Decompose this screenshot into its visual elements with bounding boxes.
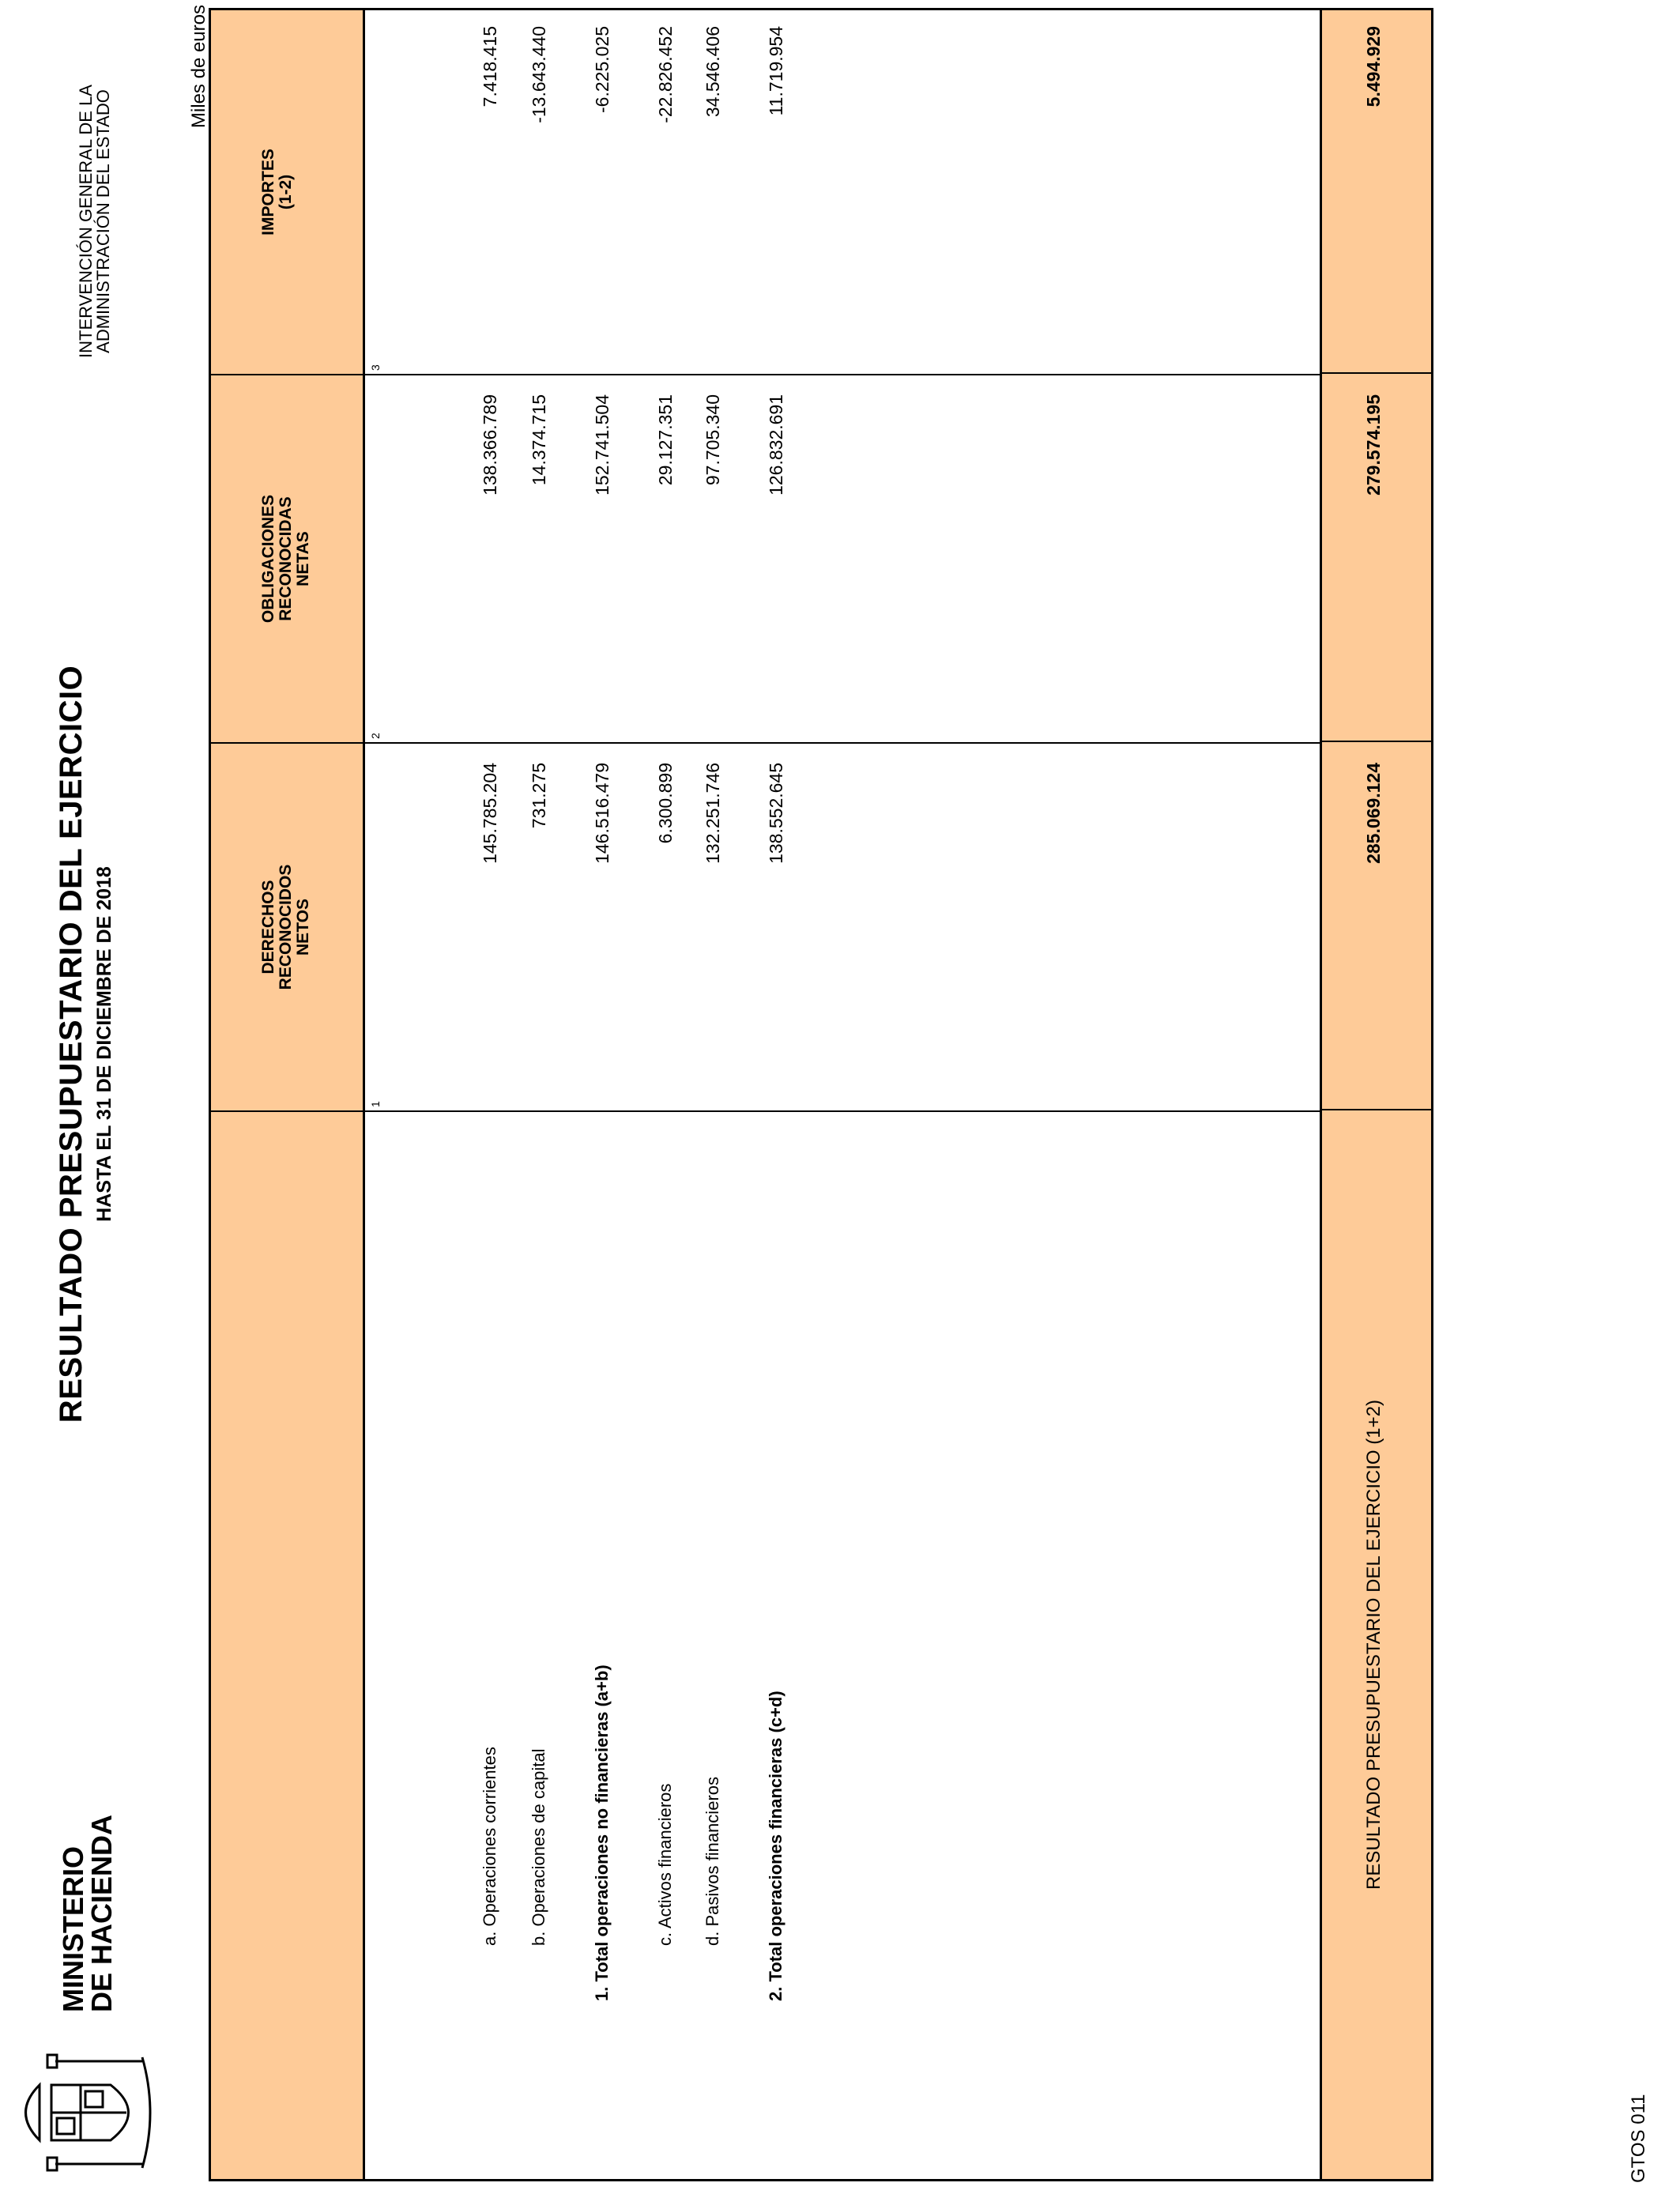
total-label: RESULTADO PRESUPUESTARIO DEL EJERCICIO (1+2) [1363,1400,1384,1890]
row-importes: 34.546.406 [703,26,723,118]
row-importes: 11.719.954 [766,26,786,116]
column-derechos [363,742,1322,1110]
ministry-name [59,1688,116,2194]
row-obligaciones: 126.832.691 [766,394,786,496]
header-cell-importes [211,10,363,374]
header-importes-line1: IMPORTES [259,149,277,236]
row-label: c. Activos financieros [655,1783,675,1946]
footer-divider [1322,741,1431,742]
column-number-3: 3 [369,364,382,371]
org-line1: INTERVENCIÓN GENERAL DE LA [76,85,96,358]
ministry-line2: DE HACIENDA [85,1814,118,2012]
row-obligaciones: 138.366.789 [480,394,500,496]
row-importes: 7.418.415 [480,26,500,107]
header-obligaciones-line2: RECONOCIDAS [277,496,295,621]
organization-name [77,32,112,411]
row-derechos: 138.552.645 [766,763,786,864]
org-line2: ADMINISTRACIÓN DEL ESTADO [93,89,113,353]
header-obligaciones-line3: NETAS [294,531,312,586]
header-importes-line2: (1-2) [277,174,295,210]
total-derechos: 285.069.124 [1363,763,1384,864]
header-derechos-line3: NETOS [294,899,312,956]
header-derechos-line1: DERECHOS [259,880,277,974]
column-number-2: 2 [369,733,382,739]
column-obligaciones [363,374,1322,742]
row-label: b. Operaciones de capital [529,1748,548,1946]
row-obligaciones: 97.705.340 [703,394,723,486]
header-derechos-line2: RECONOCIDOS [277,864,295,990]
ministry-line1: MINISTERIO [57,1845,89,2012]
row-obligaciones: 29.127.351 [655,394,676,486]
row-obligaciones: 152.741.504 [592,394,612,496]
header-cell-obligaciones [211,374,363,742]
header-obligaciones-line1: OBLIGACIONES [259,494,277,624]
page-title: RESULTADO PRESUPUESTARIO DEL EJERCICIO [54,665,89,1423]
row-derechos: 6.300.899 [655,763,676,844]
total-row [1320,10,1431,2179]
row-label: a. Operaciones corrientes [480,1747,499,1946]
row-importes: -6.225.025 [592,26,612,113]
row-label: 1. Total operaciones no financieras (a+b) [592,1664,612,2001]
units-label: Miles de euros [188,5,209,129]
row-derechos: 146.516.479 [592,763,612,864]
total-obligaciones: 279.574.195 [1363,394,1384,496]
column-number-1: 1 [369,1101,382,1107]
row-derechos: 145.785.204 [480,763,500,864]
header-cell-concept [211,1110,363,2179]
row-derechos: 132.251.746 [703,763,723,864]
row-label: 2. Total operaciones financieras (c+d) [766,1691,785,2001]
form-code: GTOS 011 [1628,2094,1649,2183]
page-subtitle: HASTA EL 31 DE DICIEMBRE DE 2018 [93,866,115,1222]
row-label: d. Pasivos financieros [703,1777,722,1946]
row-importes: -22.826.452 [655,26,676,123]
header-cell-derechos [211,742,363,1110]
footer-divider [1322,372,1431,374]
column-concept [363,1110,1322,2179]
total-importes: 5.494.929 [1363,26,1384,107]
row-importes: -13.643.440 [529,26,549,123]
row-derechos: 731.275 [529,763,549,829]
row-obligaciones: 14.374.715 [529,394,549,486]
budget-result-table [209,8,1433,2181]
